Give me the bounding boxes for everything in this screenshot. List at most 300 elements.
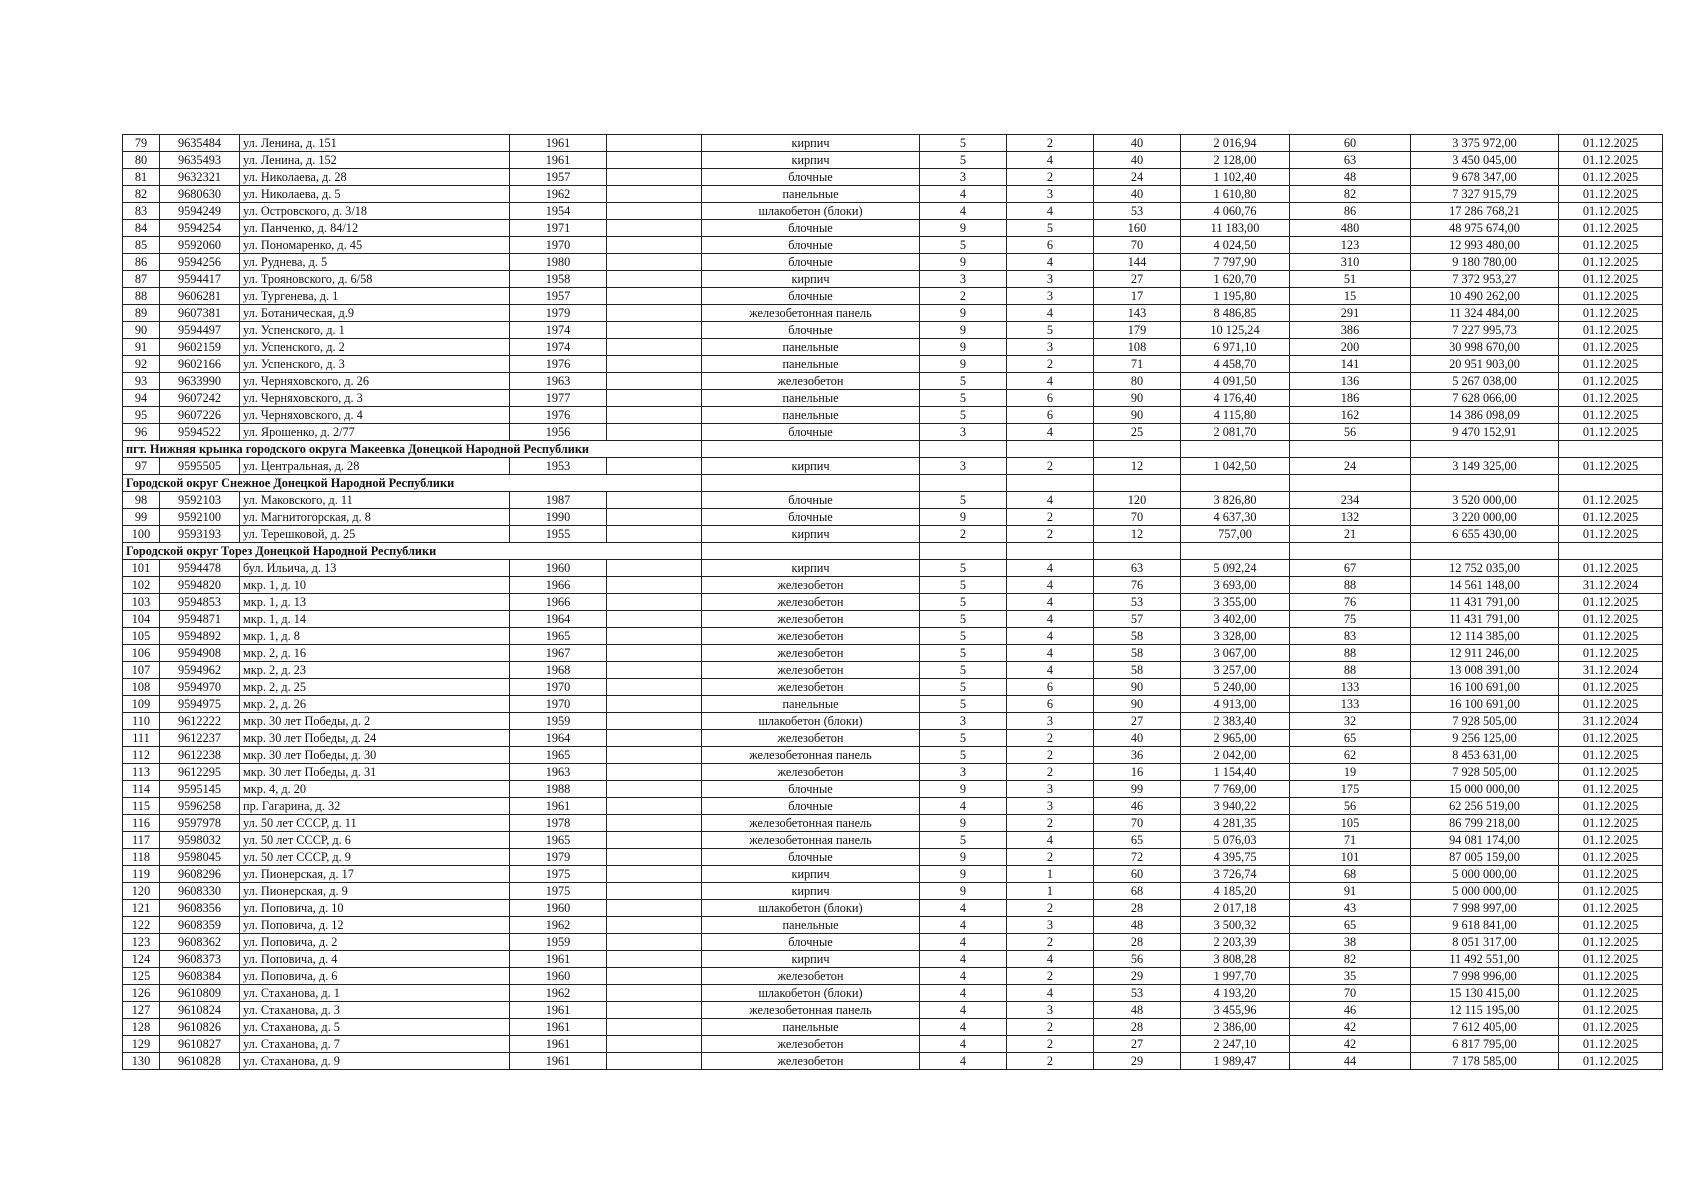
object-id-cell: 9606281 xyxy=(160,288,240,305)
table-row xyxy=(123,526,1663,543)
empty-cell xyxy=(1290,543,1411,560)
area-cell: 4 458,70 xyxy=(1181,356,1290,373)
entrances-cell: 4 xyxy=(1007,985,1094,1002)
area-cell: 2 081,70 xyxy=(1181,424,1290,441)
date-cell: 01.12.2025 xyxy=(1559,305,1663,322)
object-id-cell: 9594417 xyxy=(160,271,240,288)
object-id-cell: 9608359 xyxy=(160,917,240,934)
empty-column-cell xyxy=(607,1019,702,1036)
area-cell: 5 092,24 xyxy=(1181,560,1290,577)
entrances-cell: 2 xyxy=(1007,968,1094,985)
address-cell: ул. Поповича, д. 12 xyxy=(240,917,510,934)
apartments-cell: 58 xyxy=(1094,645,1181,662)
row-number-cell: 122 xyxy=(123,917,160,934)
table-row xyxy=(123,1019,1663,1036)
apartments-cell: 16 xyxy=(1094,764,1181,781)
date-cell: 01.12.2025 xyxy=(1559,951,1663,968)
residents-cell: 21 xyxy=(1290,526,1411,543)
object-id-cell: 9610828 xyxy=(160,1053,240,1070)
apartments-cell: 40 xyxy=(1094,152,1181,169)
row-number-cell: 114 xyxy=(123,781,160,798)
table-row xyxy=(123,322,1663,339)
table-row xyxy=(123,747,1663,764)
residents-cell: 86 xyxy=(1290,203,1411,220)
empty-cell xyxy=(920,475,1007,492)
cost-cell: 7 178 585,00 xyxy=(1411,1053,1559,1070)
date-cell: 01.12.2025 xyxy=(1559,730,1663,747)
wall-material-cell: железобетон xyxy=(702,1053,920,1070)
year-built-cell: 1961 xyxy=(510,798,607,815)
floors-cell: 9 xyxy=(920,815,1007,832)
row-number-cell: 106 xyxy=(123,645,160,662)
object-id-cell: 9608384 xyxy=(160,968,240,985)
floors-cell: 9 xyxy=(920,883,1007,900)
address-cell: ул. Николаева, д. 5 xyxy=(240,186,510,203)
date-cell: 01.12.2025 xyxy=(1559,798,1663,815)
row-number-cell: 81 xyxy=(123,169,160,186)
table-row xyxy=(123,900,1663,917)
table-row xyxy=(123,509,1663,526)
date-cell: 01.12.2025 xyxy=(1559,849,1663,866)
address-cell: мкр. 2, д. 25 xyxy=(240,679,510,696)
empty-column-cell xyxy=(607,424,702,441)
apartments-cell: 36 xyxy=(1094,747,1181,764)
table-row xyxy=(123,407,1663,424)
table-row xyxy=(123,934,1663,951)
cost-cell: 11 431 791,00 xyxy=(1411,611,1559,628)
empty-column-cell xyxy=(607,900,702,917)
residents-cell: 19 xyxy=(1290,764,1411,781)
area-cell: 11 183,00 xyxy=(1181,220,1290,237)
cost-cell: 5 267 038,00 xyxy=(1411,373,1559,390)
entrances-cell: 4 xyxy=(1007,594,1094,611)
cost-cell: 16 100 691,00 xyxy=(1411,679,1559,696)
table-row xyxy=(123,577,1663,594)
address-cell: мкр. 2, д. 16 xyxy=(240,645,510,662)
object-id-cell: 9594892 xyxy=(160,628,240,645)
residents-cell: 51 xyxy=(1290,271,1411,288)
cost-cell: 12 993 480,00 xyxy=(1411,237,1559,254)
table-row xyxy=(123,339,1663,356)
area-cell: 1 620,70 xyxy=(1181,271,1290,288)
year-built-cell: 1977 xyxy=(510,390,607,407)
empty-column-cell xyxy=(607,917,702,934)
area-cell: 1 997,70 xyxy=(1181,968,1290,985)
apartments-cell: 144 xyxy=(1094,254,1181,271)
wall-material-cell: кирпич xyxy=(702,271,920,288)
empty-column-cell xyxy=(607,373,702,390)
table-row xyxy=(123,781,1663,798)
table-row xyxy=(123,458,1663,475)
cost-cell: 7 612 405,00 xyxy=(1411,1019,1559,1036)
row-number-cell: 103 xyxy=(123,594,160,611)
apartments-cell: 29 xyxy=(1094,1053,1181,1070)
year-built-cell: 1966 xyxy=(510,594,607,611)
object-id-cell: 9592060 xyxy=(160,237,240,254)
cost-cell: 3 220 000,00 xyxy=(1411,509,1559,526)
floors-cell: 4 xyxy=(920,917,1007,934)
apartments-cell: 27 xyxy=(1094,1036,1181,1053)
address-cell: ул. 50 лет СССР, д. 6 xyxy=(240,832,510,849)
residents-cell: 88 xyxy=(1290,577,1411,594)
table-row xyxy=(123,696,1663,713)
apartments-cell: 53 xyxy=(1094,985,1181,1002)
apartments-cell: 48 xyxy=(1094,917,1181,934)
area-cell: 5 240,00 xyxy=(1181,679,1290,696)
wall-material-cell: блочные xyxy=(702,322,920,339)
apartments-cell: 143 xyxy=(1094,305,1181,322)
wall-material-cell: панельные xyxy=(702,356,920,373)
empty-column-cell xyxy=(607,237,702,254)
year-built-cell: 1959 xyxy=(510,934,607,951)
year-built-cell: 1961 xyxy=(510,1036,607,1053)
row-number-cell: 117 xyxy=(123,832,160,849)
apartments-cell: 58 xyxy=(1094,628,1181,645)
entrances-cell: 4 xyxy=(1007,628,1094,645)
floors-cell: 5 xyxy=(920,730,1007,747)
year-built-cell: 1971 xyxy=(510,220,607,237)
cost-cell: 8 051 317,00 xyxy=(1411,934,1559,951)
wall-material-cell: кирпич xyxy=(702,951,920,968)
wall-material-cell: железобетон xyxy=(702,679,920,696)
year-built-cell: 1962 xyxy=(510,186,607,203)
area-cell: 1 989,47 xyxy=(1181,1053,1290,1070)
cost-cell: 6 817 795,00 xyxy=(1411,1036,1559,1053)
empty-column-cell xyxy=(607,254,702,271)
area-cell: 3 257,00 xyxy=(1181,662,1290,679)
entrances-cell: 2 xyxy=(1007,135,1094,152)
object-id-cell: 9594249 xyxy=(160,203,240,220)
floors-cell: 9 xyxy=(920,356,1007,373)
table-row xyxy=(123,866,1663,883)
residents-cell: 43 xyxy=(1290,900,1411,917)
empty-cell xyxy=(1181,543,1290,560)
residents-cell: 65 xyxy=(1290,730,1411,747)
address-cell: ул. Поповича, д. 6 xyxy=(240,968,510,985)
area-cell: 4 091,50 xyxy=(1181,373,1290,390)
object-id-cell: 9594970 xyxy=(160,679,240,696)
area-cell: 1 102,40 xyxy=(1181,169,1290,186)
wall-material-cell: шлакобетон (блоки) xyxy=(702,203,920,220)
year-built-cell: 1954 xyxy=(510,203,607,220)
wall-material-cell: железобетон xyxy=(702,611,920,628)
wall-material-cell: железобетонная панель xyxy=(702,305,920,322)
row-number-cell: 97 xyxy=(123,458,160,475)
empty-column-cell xyxy=(607,968,702,985)
year-built-cell: 1988 xyxy=(510,781,607,798)
residents-cell: 105 xyxy=(1290,815,1411,832)
entrances-cell: 4 xyxy=(1007,203,1094,220)
empty-column-cell xyxy=(607,662,702,679)
entrances-cell: 2 xyxy=(1007,356,1094,373)
wall-material-cell: кирпич xyxy=(702,458,920,475)
area-cell: 7 769,00 xyxy=(1181,781,1290,798)
floors-cell: 4 xyxy=(920,968,1007,985)
residents-cell: 35 xyxy=(1290,968,1411,985)
wall-material-cell: железобетон xyxy=(702,662,920,679)
row-number-cell: 130 xyxy=(123,1053,160,1070)
empty-cell xyxy=(1411,441,1559,458)
entrances-cell: 4 xyxy=(1007,951,1094,968)
cost-cell: 9 256 125,00 xyxy=(1411,730,1559,747)
empty-column-cell xyxy=(607,611,702,628)
empty-cell xyxy=(702,543,920,560)
row-number-cell: 84 xyxy=(123,220,160,237)
area-cell: 5 076,03 xyxy=(1181,832,1290,849)
year-built-cell: 1957 xyxy=(510,169,607,186)
empty-cell xyxy=(1094,543,1181,560)
address-cell: ул. Поповича, д. 10 xyxy=(240,900,510,917)
cost-cell: 9 678 347,00 xyxy=(1411,169,1559,186)
year-built-cell: 1961 xyxy=(510,1002,607,1019)
address-cell: ул. Терешковой, д. 25 xyxy=(240,526,510,543)
apartments-cell: 179 xyxy=(1094,322,1181,339)
floors-cell: 9 xyxy=(920,509,1007,526)
wall-material-cell: блочные xyxy=(702,237,920,254)
table-row xyxy=(123,288,1663,305)
floors-cell: 9 xyxy=(920,339,1007,356)
residents-cell: 82 xyxy=(1290,951,1411,968)
row-number-cell: 100 xyxy=(123,526,160,543)
entrances-cell: 2 xyxy=(1007,526,1094,543)
apartments-cell: 68 xyxy=(1094,883,1181,900)
wall-material-cell: железобетонная панель xyxy=(702,815,920,832)
row-number-cell: 85 xyxy=(123,237,160,254)
table-row xyxy=(123,798,1663,815)
table-row xyxy=(123,254,1663,271)
wall-material-cell: кирпич xyxy=(702,526,920,543)
floors-cell: 9 xyxy=(920,866,1007,883)
residents-cell: 56 xyxy=(1290,798,1411,815)
address-cell: мкр. 1, д. 13 xyxy=(240,594,510,611)
row-number-cell: 127 xyxy=(123,1002,160,1019)
date-cell: 01.12.2025 xyxy=(1559,968,1663,985)
address-cell: бул. Ильича, д. 13 xyxy=(240,560,510,577)
object-id-cell: 9594908 xyxy=(160,645,240,662)
cost-cell: 11 492 551,00 xyxy=(1411,951,1559,968)
section-title: пгт. Нижняя крынка городского округа Макеевка Донецкой Народной Республики xyxy=(123,441,702,458)
entrances-cell: 6 xyxy=(1007,390,1094,407)
wall-material-cell: железобетон xyxy=(702,968,920,985)
address-cell: ул. Трояновского, д. 6/58 xyxy=(240,271,510,288)
section-header-row xyxy=(123,475,1663,492)
address-cell: пр. Гагарина, д. 32 xyxy=(240,798,510,815)
residents-cell: 42 xyxy=(1290,1019,1411,1036)
apartments-cell: 160 xyxy=(1094,220,1181,237)
area-cell: 3 355,00 xyxy=(1181,594,1290,611)
entrances-cell: 2 xyxy=(1007,1053,1094,1070)
wall-material-cell: блочные xyxy=(702,934,920,951)
date-cell: 01.12.2025 xyxy=(1559,288,1663,305)
empty-column-cell xyxy=(607,509,702,526)
table-row xyxy=(123,951,1663,968)
area-cell: 3 726,74 xyxy=(1181,866,1290,883)
empty-column-cell xyxy=(607,152,702,169)
year-built-cell: 1965 xyxy=(510,628,607,645)
date-cell: 01.12.2025 xyxy=(1559,322,1663,339)
object-id-cell: 9602159 xyxy=(160,339,240,356)
table-row xyxy=(123,237,1663,254)
year-built-cell: 1975 xyxy=(510,866,607,883)
area-cell: 3 808,28 xyxy=(1181,951,1290,968)
floors-cell: 5 xyxy=(920,679,1007,696)
floors-cell: 4 xyxy=(920,798,1007,815)
residents-cell: 68 xyxy=(1290,866,1411,883)
apartments-cell: 24 xyxy=(1094,169,1181,186)
wall-material-cell: панельные xyxy=(702,339,920,356)
entrances-cell: 4 xyxy=(1007,662,1094,679)
table-row xyxy=(123,560,1663,577)
row-number-cell: 119 xyxy=(123,866,160,883)
cost-cell: 20 951 903,00 xyxy=(1411,356,1559,373)
year-built-cell: 1953 xyxy=(510,458,607,475)
row-number-cell: 118 xyxy=(123,849,160,866)
entrances-cell: 3 xyxy=(1007,781,1094,798)
row-number-cell: 120 xyxy=(123,883,160,900)
area-cell: 2 128,00 xyxy=(1181,152,1290,169)
floors-cell: 9 xyxy=(920,322,1007,339)
empty-cell xyxy=(920,441,1007,458)
row-number-cell: 113 xyxy=(123,764,160,781)
residents-cell: 76 xyxy=(1290,594,1411,611)
entrances-cell: 2 xyxy=(1007,730,1094,747)
empty-column-cell xyxy=(607,220,702,237)
apartments-cell: 90 xyxy=(1094,679,1181,696)
object-id-cell: 9608330 xyxy=(160,883,240,900)
date-cell: 01.12.2025 xyxy=(1559,696,1663,713)
floors-cell: 5 xyxy=(920,560,1007,577)
object-id-cell: 9680630 xyxy=(160,186,240,203)
address-cell: ул. Пионерская, д. 9 xyxy=(240,883,510,900)
area-cell: 4 176,40 xyxy=(1181,390,1290,407)
cost-cell: 8 453 631,00 xyxy=(1411,747,1559,764)
residents-cell: 310 xyxy=(1290,254,1411,271)
year-built-cell: 1964 xyxy=(510,730,607,747)
entrances-cell: 2 xyxy=(1007,1036,1094,1053)
area-cell: 4 024,50 xyxy=(1181,237,1290,254)
cost-cell: 6 655 430,00 xyxy=(1411,526,1559,543)
table-row xyxy=(123,220,1663,237)
cost-cell: 14 386 098,09 xyxy=(1411,407,1559,424)
cost-cell: 9 470 152,91 xyxy=(1411,424,1559,441)
object-id-cell: 9595505 xyxy=(160,458,240,475)
date-cell: 01.12.2025 xyxy=(1559,356,1663,373)
floors-cell: 4 xyxy=(920,1019,1007,1036)
date-cell: 01.12.2025 xyxy=(1559,373,1663,390)
wall-material-cell: панельные xyxy=(702,186,920,203)
apartments-cell: 12 xyxy=(1094,526,1181,543)
empty-cell xyxy=(1559,475,1663,492)
residents-cell: 200 xyxy=(1290,339,1411,356)
cost-cell: 15 130 415,00 xyxy=(1411,985,1559,1002)
cost-cell: 11 431 791,00 xyxy=(1411,594,1559,611)
row-number-cell: 129 xyxy=(123,1036,160,1053)
wall-material-cell: железобетон xyxy=(702,373,920,390)
floors-cell: 5 xyxy=(920,628,1007,645)
area-cell: 1 195,80 xyxy=(1181,288,1290,305)
floors-cell: 5 xyxy=(920,152,1007,169)
date-cell: 01.12.2025 xyxy=(1559,1019,1663,1036)
residents-cell: 42 xyxy=(1290,1036,1411,1053)
empty-cell xyxy=(1007,441,1094,458)
table-row xyxy=(123,390,1663,407)
object-id-cell: 9608296 xyxy=(160,866,240,883)
wall-material-cell: кирпич xyxy=(702,866,920,883)
cost-cell: 17 286 768,21 xyxy=(1411,203,1559,220)
area-cell: 6 971,10 xyxy=(1181,339,1290,356)
object-id-cell: 9598045 xyxy=(160,849,240,866)
year-built-cell: 1961 xyxy=(510,152,607,169)
wall-material-cell: блочные xyxy=(702,424,920,441)
entrances-cell: 6 xyxy=(1007,679,1094,696)
address-cell: ул. Маковского, д. 11 xyxy=(240,492,510,509)
row-number-cell: 123 xyxy=(123,934,160,951)
row-number-cell: 115 xyxy=(123,798,160,815)
residents-cell: 234 xyxy=(1290,492,1411,509)
entrances-cell: 4 xyxy=(1007,305,1094,322)
row-number-cell: 82 xyxy=(123,186,160,203)
empty-column-cell xyxy=(607,594,702,611)
wall-material-cell: панельные xyxy=(702,1019,920,1036)
empty-cell xyxy=(1411,543,1559,560)
table-row xyxy=(123,985,1663,1002)
wall-material-cell: кирпич xyxy=(702,135,920,152)
entrances-cell: 1 xyxy=(1007,883,1094,900)
object-id-cell: 9632321 xyxy=(160,169,240,186)
year-built-cell: 1965 xyxy=(510,832,607,849)
table-row xyxy=(123,152,1663,169)
floors-cell: 5 xyxy=(920,696,1007,713)
year-built-cell: 1974 xyxy=(510,339,607,356)
address-cell: ул. Стаханова, д. 3 xyxy=(240,1002,510,1019)
entrances-cell: 2 xyxy=(1007,900,1094,917)
address-cell: мкр. 30 лет Победы, д. 31 xyxy=(240,764,510,781)
area-cell: 3 402,00 xyxy=(1181,611,1290,628)
date-cell: 01.12.2025 xyxy=(1559,560,1663,577)
table-row xyxy=(123,815,1663,832)
floors-cell: 5 xyxy=(920,594,1007,611)
address-cell: ул. Черняховского, д. 3 xyxy=(240,390,510,407)
date-cell: 01.12.2025 xyxy=(1559,203,1663,220)
object-id-cell: 9594962 xyxy=(160,662,240,679)
row-number-cell: 79 xyxy=(123,135,160,152)
date-cell: 01.12.2025 xyxy=(1559,492,1663,509)
empty-cell xyxy=(1094,441,1181,458)
object-id-cell: 9602166 xyxy=(160,356,240,373)
table-row xyxy=(123,679,1663,696)
residents-cell: 71 xyxy=(1290,832,1411,849)
apartments-cell: 28 xyxy=(1094,1019,1181,1036)
floors-cell: 5 xyxy=(920,747,1007,764)
area-cell: 4 185,20 xyxy=(1181,883,1290,900)
date-cell: 01.12.2025 xyxy=(1559,152,1663,169)
wall-material-cell: железобетон xyxy=(702,594,920,611)
floors-cell: 3 xyxy=(920,424,1007,441)
row-number-cell: 125 xyxy=(123,968,160,985)
date-cell: 01.12.2025 xyxy=(1559,611,1663,628)
empty-column-cell xyxy=(607,645,702,662)
object-id-cell: 9610826 xyxy=(160,1019,240,1036)
empty-column-cell xyxy=(607,458,702,475)
wall-material-cell: кирпич xyxy=(702,560,920,577)
apartments-cell: 63 xyxy=(1094,560,1181,577)
object-id-cell: 9592100 xyxy=(160,509,240,526)
row-number-cell: 112 xyxy=(123,747,160,764)
residents-cell: 480 xyxy=(1290,220,1411,237)
residents-cell: 386 xyxy=(1290,322,1411,339)
empty-column-cell xyxy=(607,169,702,186)
row-number-cell: 83 xyxy=(123,203,160,220)
